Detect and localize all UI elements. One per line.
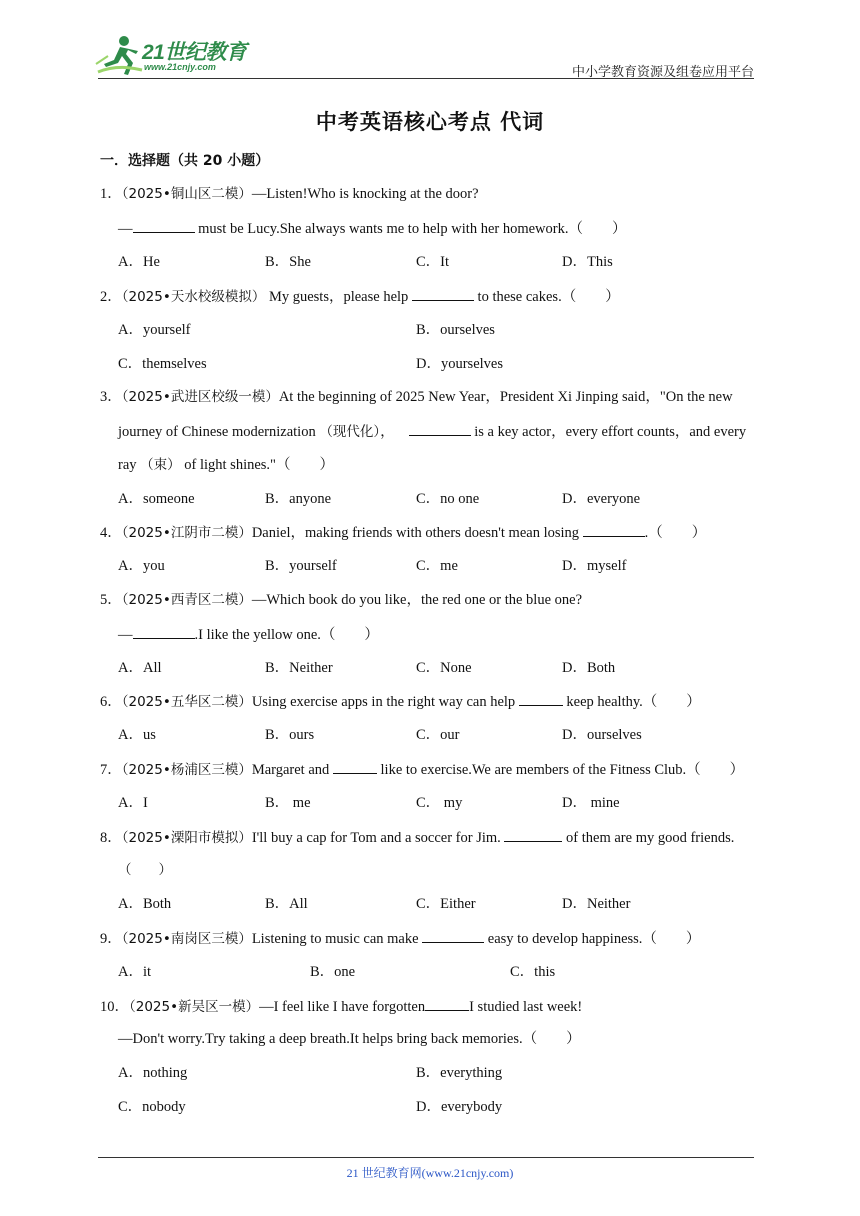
question-1-stem: 1．（2025•铜山区二模）—Listen!Who is knocking at the door? (100, 186, 479, 202)
option-c[interactable]: C． my (416, 795, 463, 811)
option-c[interactable]: C．themselves (118, 356, 207, 372)
option-c[interactable]: C．me (416, 558, 458, 574)
site-logo (94, 34, 264, 78)
answer-blank (133, 218, 195, 233)
option-d[interactable]: D．ourselves (562, 727, 642, 743)
option-b[interactable]: B．ours (265, 727, 315, 743)
option-c[interactable]: C．no one (416, 491, 480, 507)
option-a[interactable]: A．All (118, 660, 162, 676)
option-b[interactable]: B．yourself (265, 558, 337, 574)
question-3-line2: journey of Chinese modernization （现代化）， is a key actor，every effort counts，and every (118, 421, 746, 442)
question-4-stem: 4．（2025•江阴市二模）Daniel，making friends with others doesn't mean losing .（ ） (100, 522, 706, 543)
option-d[interactable]: D．everyone (562, 491, 641, 507)
option-b[interactable]: B．everything (416, 1065, 503, 1081)
question-3-line3: ray （束） of light shines."（ ） (118, 457, 334, 473)
answer-blank (504, 827, 562, 842)
question-9-stem: 9．（2025•南岗区三模）Listening to music can make easy to develop happiness.（ ） (100, 928, 700, 949)
question-1-line2: — must be Lucy.She always wants me to help with her homework.（ ） (118, 218, 626, 239)
logo-text: 21世纪教育 (142, 41, 247, 64)
question-5-line2: — .I like the yellow one.（ ） (118, 624, 379, 645)
option-a[interactable]: A．it (118, 964, 152, 980)
option-d[interactable]: D．everybody (416, 1099, 503, 1115)
question-7-stem: 7．（2025•杨浦区三模）Margaret and like to exercise.We are members of the Fitness Club.（ ） (100, 759, 744, 780)
option-b[interactable]: B．ourselves (416, 322, 495, 338)
answer-blank (519, 691, 563, 706)
option-c[interactable]: C．our (416, 727, 460, 743)
document-title: 中考英语核心考点 代词 (315, 110, 545, 134)
footer-divider (98, 1157, 754, 1158)
answer-blank (583, 522, 645, 537)
footer-link[interactable]: 21 世纪教育网(www.21cnjy.com) (346, 1166, 514, 1180)
logo-url: www.21cnjy.com (144, 62, 216, 72)
option-b[interactable]: B．She (265, 254, 311, 270)
option-a[interactable]: A．I (118, 795, 148, 811)
option-b[interactable]: B．Neither (265, 660, 333, 676)
option-d[interactable]: D．Both (562, 660, 616, 676)
option-b[interactable]: B．All (265, 896, 308, 912)
option-b[interactable]: B．one (310, 964, 356, 980)
question-3-stem: 3．（2025•武进区校级一模）At the beginning of 2025 New Year，President Xi Jinping said，"On the new (100, 389, 733, 405)
option-a[interactable]: A．yourself (118, 322, 191, 338)
question-10-stem: 10．（2025•新吴区一模）—I feel like I have forgotten I studied last week! (100, 996, 582, 1017)
option-d[interactable]: D．Neither (562, 896, 631, 912)
answer-blank (133, 624, 195, 639)
option-b[interactable]: B． me (265, 795, 311, 811)
option-d[interactable]: D． mine (562, 795, 620, 811)
option-a[interactable]: A．nothing (118, 1065, 188, 1081)
option-a[interactable]: A．He (118, 254, 160, 270)
question-6-stem: 6．（2025•五华区二模）Using exercise apps in the right way can help keep healthy.（ ） (100, 691, 701, 712)
question-10-line2: —Don't worry.Try taking a deep breath.It helps bring back memories.（ ） (118, 1031, 581, 1047)
answer-blank (333, 759, 377, 774)
option-a[interactable]: A．us (118, 727, 156, 743)
question-2-stem: 2．（2025•天水校级模拟） My guests，please help to these cakes.（ ） (100, 286, 620, 307)
answer-blank (412, 286, 474, 301)
header-divider (98, 78, 754, 79)
question-5-stem: 5．（2025•西青区二模）—Which book do you like，the red one or the blue one? (100, 592, 583, 608)
answer-blank (409, 421, 471, 436)
section-heading: 一．选择题（共 20 小题） (100, 153, 270, 169)
option-c[interactable]: C．It (416, 254, 450, 270)
question-8-paren: （ ） (118, 862, 172, 878)
option-d[interactable]: D．This (562, 254, 613, 270)
option-c[interactable]: C．this (510, 964, 556, 980)
runner-logo-icon (94, 34, 144, 78)
option-c[interactable]: C．nobody (118, 1099, 186, 1115)
option-c[interactable]: C．Either (416, 896, 476, 912)
option-b[interactable]: B．anyone (265, 491, 332, 507)
option-d[interactable]: D．myself (562, 558, 627, 574)
option-a[interactable]: A．you (118, 558, 165, 574)
platform-name: 中小学教育资源及组卷应用平台 (571, 65, 754, 80)
option-a[interactable]: A．someone (118, 491, 195, 507)
option-c[interactable]: C．None (416, 660, 472, 676)
answer-blank (422, 928, 484, 943)
answer-blank (425, 996, 469, 1011)
option-d[interactable]: D．yourselves (416, 356, 503, 372)
option-a[interactable]: A．Both (118, 896, 172, 912)
question-8-stem: 8．（2025•溧阳市模拟）I'll buy a cap for Tom and a soccer for Jim. of them are my good friends. (100, 827, 734, 848)
